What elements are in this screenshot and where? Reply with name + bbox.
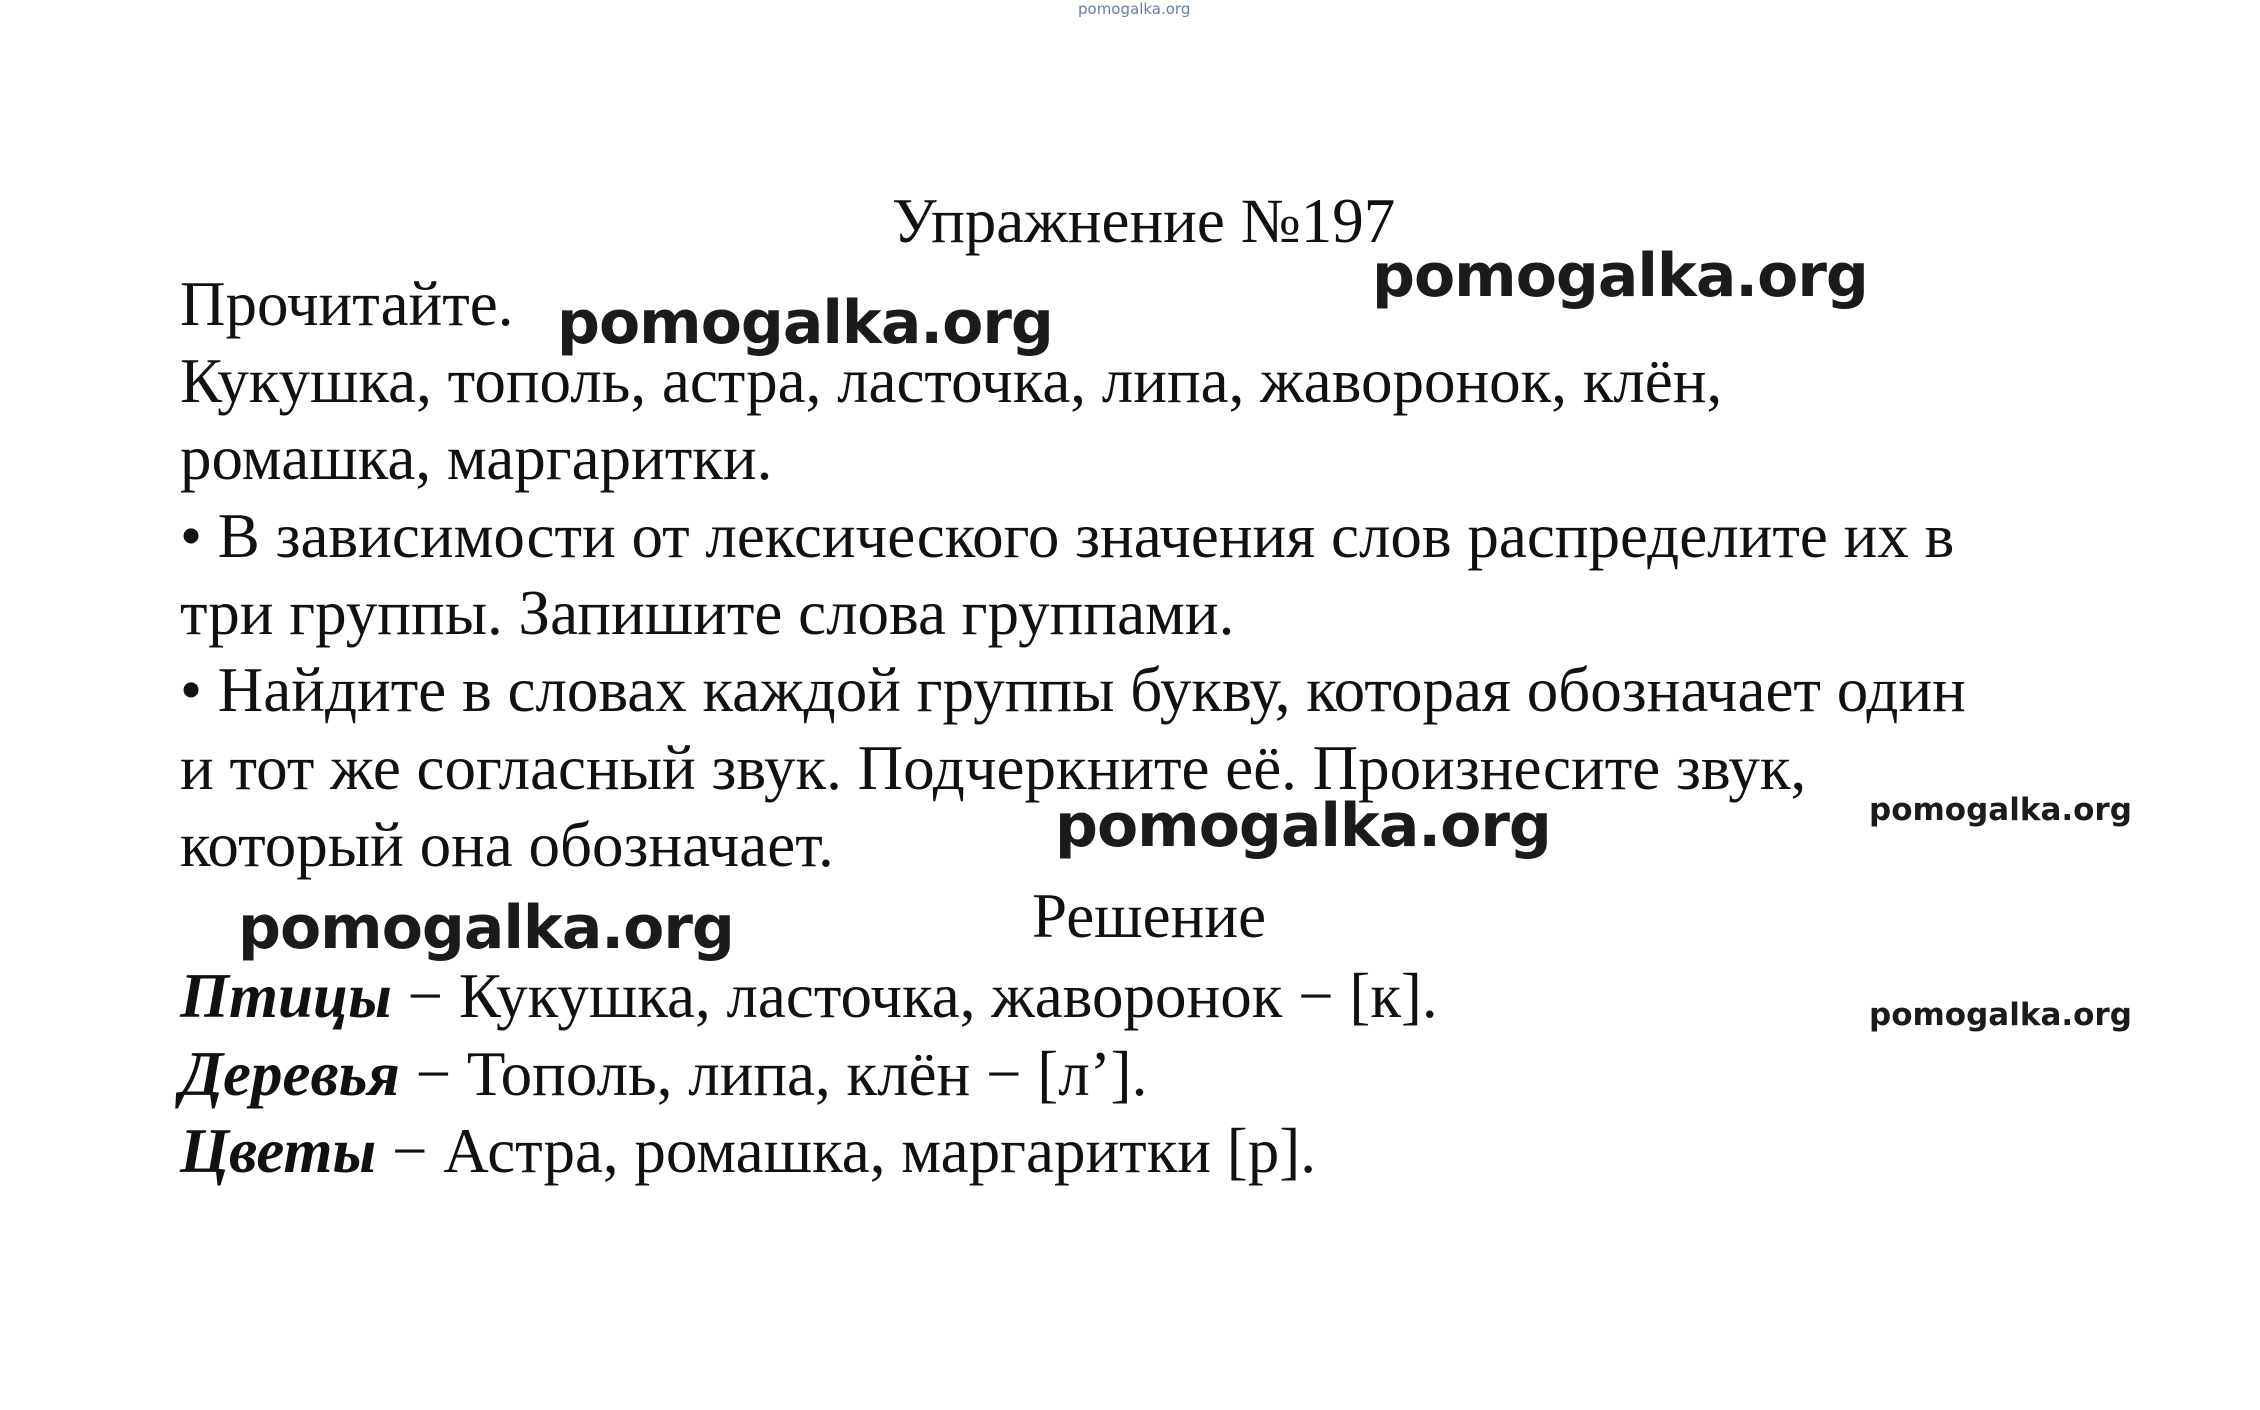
watermark-top: pomogalka.org xyxy=(1078,0,1191,18)
bullet-1-line-2: три группы. Запишите слова группами. xyxy=(180,578,1235,648)
answer-trees xyxy=(180,1039,1148,1109)
bullet-2-line-2: и тот же согласный звук. Подчеркните её. Произнесите звук, xyxy=(180,733,1807,803)
word-list-line-2: ромашка, маргаритки. xyxy=(180,423,773,493)
watermark: pomogalka.org xyxy=(557,288,1053,358)
answer-birds xyxy=(180,961,1438,1031)
bullet-2-line-3: который она обозначает. xyxy=(180,810,834,880)
watermark: pomogalka.org xyxy=(1869,792,2132,828)
watermark: pomogalka.org xyxy=(1869,997,2132,1033)
watermark: pomogalka.org xyxy=(1055,791,1551,861)
answer-birds-term: Птицы xyxy=(180,961,392,1031)
bullet-1-line-1: • В зависимости от лексического значения слов распределите их в xyxy=(180,501,1955,571)
answer-birds-list: − Кукушка, ласточка, жаворонок − [к]. xyxy=(391,961,1438,1031)
instruction-text: Прочитайте. xyxy=(180,269,514,339)
word-list-line-1: Кукушка, тополь, астра, ласточка, липа, жаворонок, клён, xyxy=(180,346,1723,416)
answer-flowers-list: − Астра, ромашка, маргаритки [р]. xyxy=(376,1116,1316,1186)
bullet-2-line-1: • Найдите в словах каждой группы букву, которая обозначает один xyxy=(180,655,1966,725)
answer-flowers-term: Цветы xyxy=(180,1116,377,1186)
exercise-title: Упражнение №197 xyxy=(892,186,1396,256)
answer-trees-list: − Тополь, липа, клён − [л’]. xyxy=(399,1039,1148,1109)
watermark: pomogalka.org xyxy=(238,893,734,963)
answer-trees-term: Деревья xyxy=(180,1039,400,1109)
answer-flowers xyxy=(180,1116,1316,1186)
solution-heading: Решение xyxy=(1032,881,1267,951)
watermark: pomogalka.org xyxy=(1372,241,1868,311)
